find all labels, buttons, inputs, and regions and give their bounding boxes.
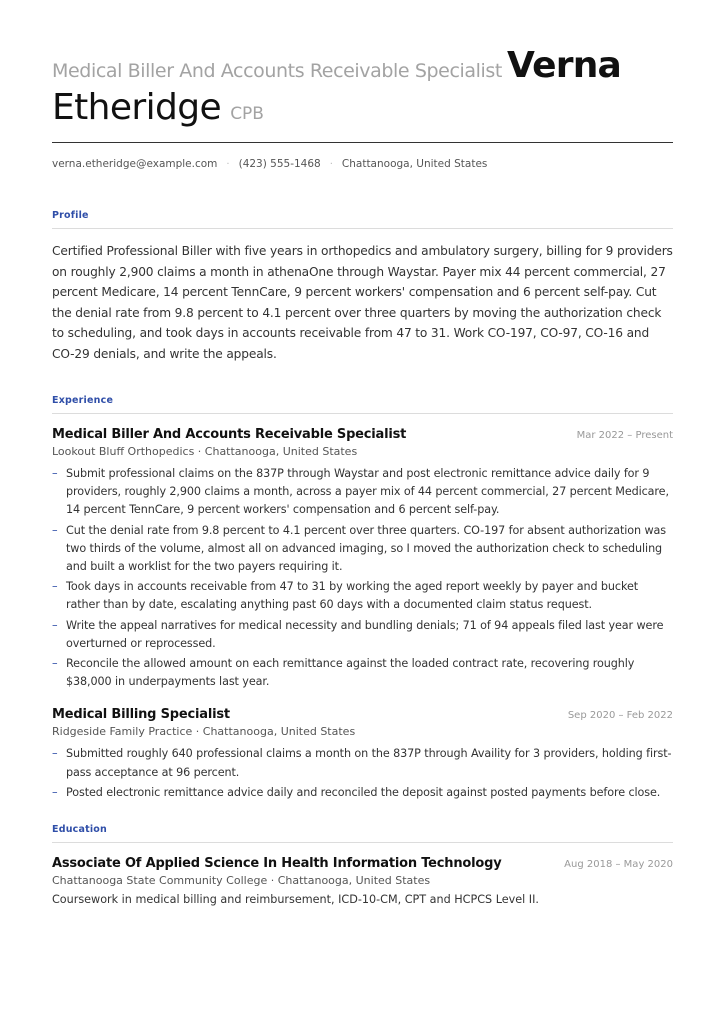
bullet-text: Submit professional claims on the 837P through Waystar and post electronic remittance advice daily for 9 providers, roughly 2,900 claims a month, across a payer mix of 44 percent commercial, 27 percent Medicare, 14 percent TennCare, 9 percent workers' compensation and 6 percent self-pay.	[66, 467, 669, 517]
school-name: Chattanooga State Community College · Chattanooga, United States	[52, 874, 431, 888]
job-bullets	[52, 465, 673, 691]
contact-separator: ·	[329, 158, 333, 170]
contact-email[interactable]: verna.etheridge@example.com	[52, 158, 218, 170]
bullet-text: Took days in accounts receivable from 47 to 31 by working the aged report weekly by payer and bucket rather than by date, escalating anything past 60 days with a documented claim status request.	[66, 580, 639, 612]
job-dates: Sep 2020 – Feb 2022	[567, 710, 673, 722]
list-item	[52, 655, 673, 691]
bullet-dash-icon: –	[52, 747, 58, 761]
bullet-dash-icon: –	[52, 618, 58, 632]
job-title: Medical Biller And Accounts Receivable Specialist	[52, 427, 407, 442]
bullet-text: Submitted roughly 640 professional claims a month on the 837P through Availity for 3 providers, holding first-pass acceptance at 96 percent.	[66, 747, 672, 779]
section-title-experience: Experience	[52, 395, 114, 406]
education-section	[52, 824, 673, 906]
job-entry	[52, 707, 673, 802]
job-organization: Lookout Bluff Orthopedics · Chattanooga, United States	[52, 445, 358, 458]
section-divider	[52, 413, 673, 414]
resume-page	[52, 45, 673, 907]
bullet-text: Write the appeal narratives for medical necessity and bundling denials; 71 of 94 appeals filed last year were overturned or reprocessed.	[66, 618, 664, 650]
list-item	[52, 522, 673, 577]
section-divider	[52, 228, 673, 229]
credential: CPB	[230, 104, 264, 124]
section-title-profile: Profile	[52, 210, 89, 221]
bullet-dash-icon: –	[52, 467, 58, 480]
name-line	[52, 87, 673, 128]
header-divider	[52, 142, 673, 143]
contact-separator: ·	[226, 158, 230, 170]
contact-phone[interactable]: (423) 555-1468	[238, 158, 321, 170]
contact-location: Chattanooga, United States	[341, 158, 488, 170]
headline: Medical Biller And Accounts Receivable Specialist	[52, 60, 502, 82]
list-item	[52, 745, 673, 781]
list-item	[52, 578, 673, 614]
bullet-dash-icon: –	[52, 523, 58, 537]
bullet-text: Cut the denial rate from 9.8 percent to 4.1 percent over three quarters. CO-197 for absent authorization was two thirds of the volume, almost all on advanced imaging, so I moved the authorization check to scheduling and built a worklist for the two payers requiring it.	[66, 523, 666, 574]
job-header	[52, 707, 673, 722]
bullet-dash-icon: –	[52, 785, 58, 799]
first-name: Verna	[507, 45, 622, 86]
job-bullets	[52, 745, 673, 802]
bullet-text: Reconcile the allowed amount on each remittance against the loaded contract rate, recovering roughly $38,000 in underpayments last year.	[66, 657, 635, 689]
job-header	[52, 427, 673, 442]
education-dates: Aug 2018 – May 2020	[564, 859, 673, 871]
coursework-note: Coursework in medical billing and reimbursement, ICD-10-CM, CPT and HCPCS Level II.	[52, 893, 539, 907]
job-entry	[52, 427, 673, 691]
job-dates: Mar 2022 – Present	[576, 430, 673, 441]
last-name: Etheridge	[52, 87, 222, 128]
bullet-text: Posted electronic remittance advice daily and reconciled the deposit against posted payments before close.	[66, 785, 661, 799]
education-header	[52, 856, 673, 871]
resume-header	[52, 45, 673, 86]
education-entry	[52, 856, 673, 906]
bullet-dash-icon: –	[52, 580, 58, 594]
list-item	[52, 617, 673, 653]
profile-section	[52, 210, 673, 364]
degree-title: Associate Of Applied Science In Health Information Technology	[52, 856, 502, 872]
job-title: Medical Billing Specialist	[52, 707, 230, 723]
list-item	[52, 465, 673, 520]
bullet-dash-icon: –	[52, 657, 58, 671]
section-title-education: Education	[52, 824, 107, 836]
experience-section	[52, 395, 673, 802]
list-item	[52, 784, 673, 802]
profile-summary: Certified Professional Biller with five years in orthopedics and ambulatory surgery, billing for 9 providers on roughly 2,900 claims a month in athenaOne through Waystar. Payer mix 44 percent commercial, 27 percent Medicare, 14 percent TennCare, 9 percent workers' compensation and 6 percent self-pay. Cut the denial rate from 9.8 percent to 4.1 percent over three quarters by moving the authorization check to scheduling, and took days in accounts receivable from 47 to 31. Work CO-197, CO-97, CO-16 and CO-29 denials, and write the appeals.	[52, 244, 673, 361]
section-divider	[52, 842, 673, 843]
contact-bar	[52, 158, 673, 170]
job-organization: Ridgeside Family Practice · Chattanooga, United States	[52, 725, 356, 739]
